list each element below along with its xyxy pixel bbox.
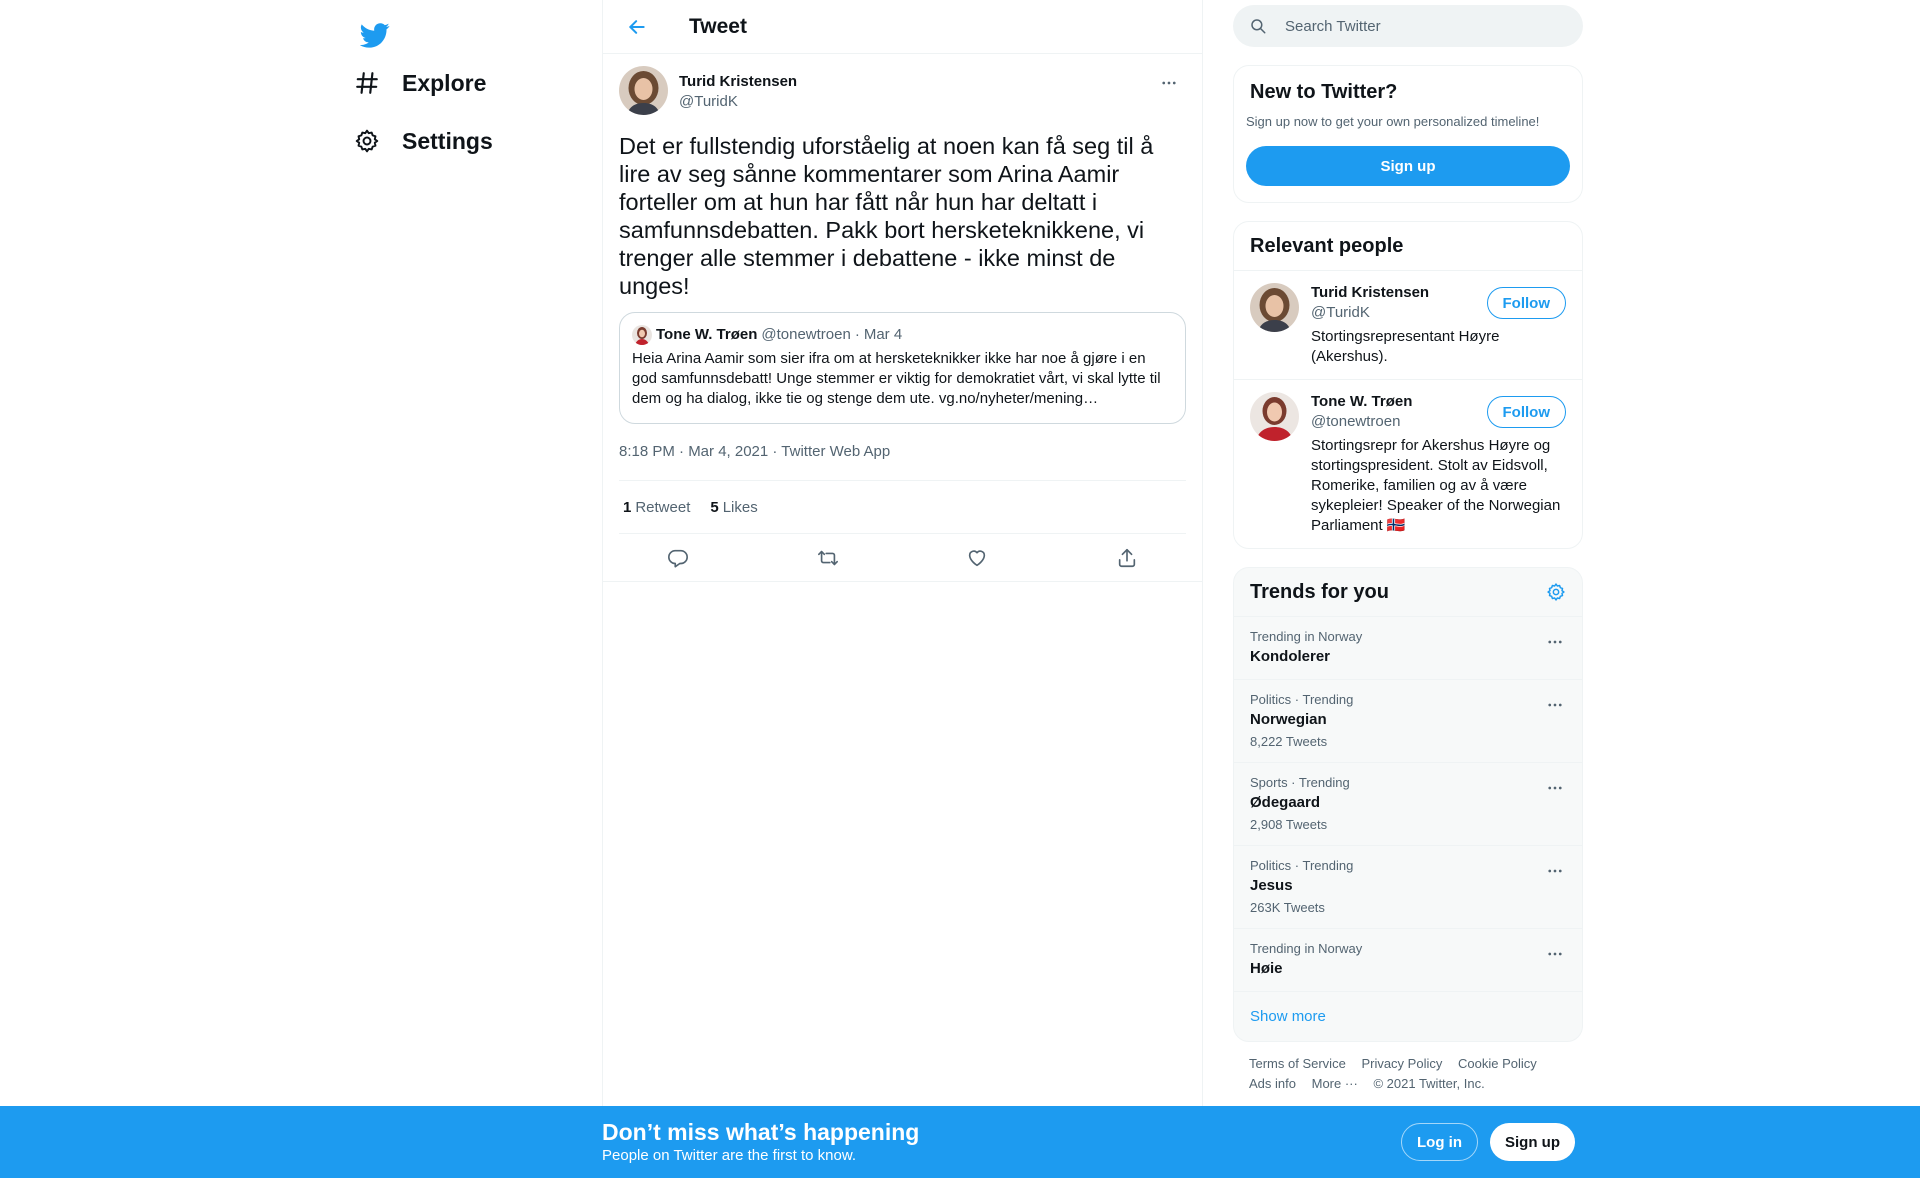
trends-card	[1233, 567, 1583, 1042]
trend-name: Kondolerer	[1250, 648, 1331, 665]
bottom-bar-title: Don’t miss what’s happening	[602, 1119, 920, 1145]
tweet-meta	[619, 442, 1186, 481]
likes-label: Likes	[722, 498, 758, 516]
footer-more-link[interactable]: More ···	[1311, 1076, 1358, 1091]
person-name[interactable]: Turid Kristensen	[1311, 284, 1430, 301]
retweet-icon	[817, 547, 839, 569]
trend-item[interactable]	[1234, 928, 1582, 991]
trend-count: 8,222 Tweets	[1250, 734, 1328, 749]
like-button[interactable]	[958, 539, 996, 577]
person-avatar[interactable]	[1250, 392, 1299, 441]
new-to-twitter-title: New to Twitter?	[1250, 81, 1398, 103]
more-icon	[1546, 862, 1564, 880]
new-to-twitter-subtitle: Sign up now to get your own personalized timeline!	[1246, 114, 1540, 129]
relevant-person[interactable]	[1234, 379, 1582, 548]
author-handle[interactable]: @TuridK	[679, 93, 738, 110]
nav-settings-label: Settings	[402, 127, 493, 154]
quoted-tweet[interactable]	[619, 312, 1186, 424]
heart-icon	[966, 547, 988, 569]
nav-explore-label: Explore	[402, 69, 487, 96]
gear-icon	[352, 126, 382, 156]
trend-name: Ødegaard	[1250, 794, 1321, 811]
tweet-author	[619, 66, 1186, 120]
footer-copyright: © 2021 Twitter, Inc.	[1373, 1076, 1485, 1091]
relevant-people-title: Relevant people	[1250, 235, 1404, 257]
footer-privacy-link[interactable]: Privacy Policy	[1361, 1056, 1443, 1071]
search-bar[interactable]	[1233, 5, 1583, 47]
footer-cookie-link[interactable]: Cookie Policy	[1457, 1056, 1537, 1071]
follow-button[interactable]: Follow	[1487, 396, 1567, 428]
person-handle[interactable]: @tonewtroen	[1311, 413, 1401, 430]
trends-settings-button[interactable]	[1546, 582, 1566, 602]
trend-context: Sports · Trending	[1250, 775, 1350, 790]
trend-context: Politics · Trending	[1250, 858, 1354, 873]
retweets-label: Retweet	[635, 498, 691, 516]
more-icon	[1160, 74, 1178, 92]
show-more-link[interactable]: Show more	[1234, 991, 1582, 1041]
sidebar-footer	[1233, 1042, 1583, 1106]
quote-author-handle: @tonewtroen	[761, 326, 851, 343]
login-button[interactable]: Log in	[1401, 1123, 1478, 1161]
trend-item[interactable]	[1234, 845, 1582, 928]
likes-count: 5	[710, 498, 719, 516]
trend-count: 2,908 Tweets	[1250, 817, 1328, 832]
tweet-stats	[619, 481, 1186, 534]
new-to-twitter-card	[1233, 65, 1583, 203]
tweet-actions	[603, 534, 1202, 582]
more-icon	[1546, 945, 1564, 963]
reply-button[interactable]	[659, 539, 697, 577]
more-icon	[1546, 779, 1564, 797]
trend-more-button[interactable]	[1540, 939, 1570, 969]
quote-date: Mar 4	[863, 326, 903, 343]
hash-icon	[352, 68, 382, 98]
relevant-person[interactable]	[1234, 270, 1582, 379]
back-button[interactable]	[619, 9, 655, 45]
tweet-more-button[interactable]	[1152, 66, 1186, 100]
tweet-timestamp[interactable]: 8:18 PM · Mar 4, 2021 · Twitter Web App	[619, 443, 891, 460]
gear-icon	[1546, 582, 1566, 602]
person-bio: Stortingsrepresentant Høyre (Akershus).	[1311, 328, 1500, 365]
person-bio: Stortingsrepr for Akershus Høyre og stortingspresident. Stolt av Eidsvoll, Romerike, familien og av å være sykepleier! Speaker of the Norwegian Parliament 🇳🇴	[1311, 437, 1561, 534]
quote-avatar	[632, 325, 652, 345]
page-title: Tweet	[689, 14, 747, 38]
more-icon	[1546, 633, 1564, 651]
retweets-count: 1	[623, 498, 632, 516]
trend-more-button[interactable]	[1540, 690, 1570, 720]
trend-context: Trending in Norway	[1250, 629, 1363, 644]
person-avatar[interactable]	[1250, 283, 1299, 332]
trend-name: Norwegian	[1250, 711, 1327, 728]
follow-button[interactable]: Follow	[1487, 287, 1567, 319]
quote-author-name: Tone W. Trøen	[656, 326, 758, 343]
signup-button[interactable]: Sign up	[1490, 1123, 1575, 1161]
likes-stat[interactable]	[710, 499, 757, 516]
trend-name: Høie	[1250, 960, 1283, 977]
relevant-people-card	[1233, 221, 1583, 549]
reply-icon	[667, 547, 689, 569]
trend-count: 263K Tweets	[1250, 900, 1325, 915]
more-icon	[1546, 696, 1564, 714]
right-sidebar	[1233, 0, 1583, 1106]
trend-more-button[interactable]	[1540, 773, 1570, 803]
sidebar-signup-button[interactable]: Sign up	[1246, 146, 1570, 186]
share-icon	[1116, 547, 1138, 569]
search-icon	[1249, 17, 1267, 35]
footer-ads-link[interactable]: Ads info	[1249, 1076, 1296, 1091]
main-header	[603, 0, 1202, 54]
quote-text: Heia Arina Aamir som sier ifra om at hersketeknikker ikke har noe å gjøre i en god samfunnsdebatt! Unge stemmer er viktig for demokratiet vårt, vi skal lytte til dem og ha dialog, ikke tie og stenge dem ute. vg.no/nyheter/mening…	[632, 350, 1161, 407]
trend-more-button[interactable]	[1540, 856, 1570, 886]
trend-context: Trending in Norway	[1250, 941, 1363, 956]
bottom-bar-subtitle: People on Twitter are the first to know.	[602, 1147, 857, 1164]
twitter-bird-icon[interactable]	[350, 10, 400, 60]
trend-context: Politics · Trending	[1250, 692, 1354, 707]
tweet-text: Det er fullstendig uforståelig at noen kan få seg til å lire av seg sånne kommentarer som Arina Aamir forteller om at hun har fått når hun har deltatt i samfunnsdebatten. Pakk bort hersketeknikkene, vi trenger alle stemmer i debattene - ikke minst de unges!	[619, 133, 1160, 299]
author-name[interactable]: Turid Kristensen	[679, 73, 798, 90]
quote-separator: ·	[854, 326, 860, 343]
trend-item[interactable]	[1234, 762, 1582, 845]
search-input[interactable]	[1285, 18, 1545, 35]
person-name[interactable]: Tone W. Trøen	[1311, 393, 1413, 410]
bottom-signup-bar	[0, 1106, 1920, 1178]
trend-name: Jesus	[1250, 877, 1293, 894]
person-handle[interactable]: @TuridK	[1311, 304, 1370, 321]
main-column	[602, 0, 1203, 1106]
retweets-stat[interactable]	[623, 499, 690, 516]
retweet-button[interactable]	[809, 539, 847, 577]
trend-more-button[interactable]	[1540, 627, 1570, 657]
nav-explore[interactable]	[340, 57, 498, 109]
trends-title: Trends for you	[1250, 581, 1389, 603]
author-avatar[interactable]	[619, 66, 668, 115]
trend-item[interactable]	[1234, 679, 1582, 762]
nav-settings[interactable]	[340, 115, 505, 167]
tweet-detail	[603, 54, 1202, 582]
footer-terms-link[interactable]: Terms of Service	[1249, 1056, 1346, 1071]
trend-item[interactable]	[1234, 616, 1582, 679]
share-button[interactable]	[1108, 539, 1146, 577]
arrow-left-icon	[627, 17, 647, 37]
